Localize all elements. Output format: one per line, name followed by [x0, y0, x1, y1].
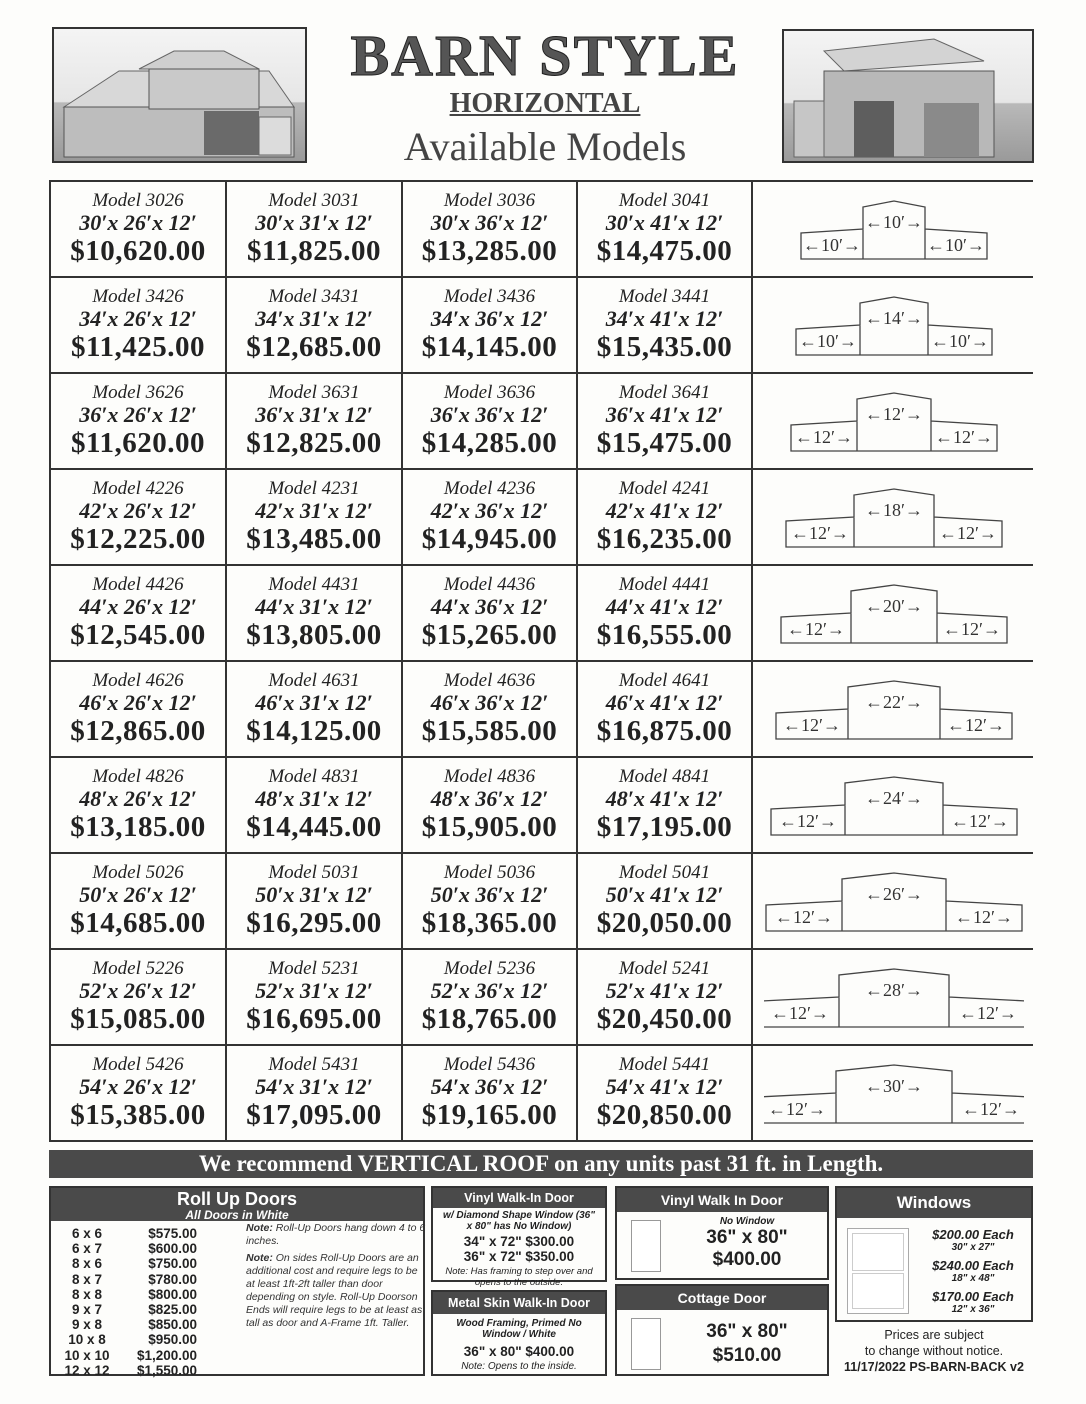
- note1-label: Note:: [246, 1222, 273, 1234]
- right-lean-to-label: ←12′→: [962, 1099, 1020, 1119]
- model-size: 46′x 36′x 12′: [430, 689, 549, 715]
- model-size: 42′x 36′x 12′: [430, 497, 549, 523]
- model-price: $20,450.00: [596, 1002, 733, 1035]
- roll-up-price-row: [57, 1272, 197, 1287]
- model-name: Model 4431: [268, 573, 360, 595]
- model-cell: [227, 182, 401, 276]
- model-cell: [403, 278, 576, 372]
- model-price: $14,125.00: [246, 714, 382, 747]
- center-span-label: ←10′→: [865, 212, 923, 232]
- barn-profile-diagram: [753, 1046, 1035, 1140]
- roll-up-size: 12 x 12: [64, 1362, 110, 1378]
- model-price: $15,085.00: [70, 1002, 206, 1035]
- right-lean-to-label: ←12′→: [943, 619, 1001, 639]
- windows-title: Windows: [837, 1188, 1031, 1218]
- model-price: $17,095.00: [246, 1098, 382, 1131]
- right-lean-to-label: ←12′→: [935, 427, 993, 447]
- vinyl-walk-in-box: [615, 1186, 829, 1280]
- model-name: Model 5231: [268, 957, 360, 979]
- vinyl-walk-in-note: Note: Has framing to step over and opens to the outside.: [445, 1266, 593, 1288]
- roll-up-price-row: [57, 1302, 197, 1317]
- page-subtitle: HORIZONTAL: [449, 88, 641, 119]
- model-price: $15,585.00: [421, 714, 558, 747]
- model-name: Model 5041: [618, 861, 711, 883]
- center-span-label: ←18′→: [865, 500, 923, 520]
- roll-up-price-row: [57, 1332, 197, 1347]
- roll-up-price: $1,550.00: [136, 1362, 197, 1378]
- model-name: Model 4641: [618, 669, 711, 691]
- model-price: $14,945.00: [421, 522, 558, 555]
- roll-up-doors-subtitle: All Doors in White: [185, 1208, 289, 1222]
- model-name: Model 4636: [443, 669, 536, 691]
- metal-skin-walk-in-title: Metal Skin Walk-In Door: [433, 1292, 605, 1314]
- model-price: $18,365.00: [421, 906, 558, 939]
- model-price: $19,165.00: [421, 1098, 558, 1131]
- model-name: Model 3031: [268, 189, 360, 211]
- center-span-label: ←22′→: [865, 692, 923, 712]
- center-span-label: ←30′→: [865, 1076, 923, 1096]
- model-name: Model 5441: [618, 1053, 711, 1075]
- model-size: 50′x 26′x 12′: [79, 881, 197, 907]
- model-size: 46′x 41′x 12′: [605, 689, 724, 715]
- window-price: $200.00 Each: [932, 1227, 1014, 1242]
- barn-profile-diagram: [753, 566, 1035, 660]
- model-size: 52′x 31′x 12′: [255, 977, 373, 1003]
- model-name: Model 4436: [443, 573, 536, 595]
- vinyl-walk-in-title: Vinyl Walk In Door: [617, 1188, 827, 1212]
- right-lean-to-label: ←10′→: [931, 331, 989, 351]
- roll-up-price-row: [57, 1348, 197, 1363]
- model-size: 48′x 26′x 12′: [79, 785, 197, 811]
- roll-up-price: $800.00: [148, 1286, 197, 1302]
- model-cell: [578, 950, 751, 1044]
- left-lean-to-label: ←12′→: [771, 1003, 829, 1023]
- model-price: $20,050.00: [596, 906, 733, 939]
- model-price: $15,435.00: [596, 330, 733, 363]
- center-span-label: ←20′→: [865, 596, 923, 616]
- model-name: Model 4241: [618, 477, 711, 499]
- model-name: Model 3631: [268, 381, 360, 403]
- roll-up-price: $600.00: [148, 1241, 197, 1257]
- model-size: 50′x 36′x 12′: [430, 881, 549, 907]
- model-cell: [51, 662, 225, 756]
- model-name: Model 4231: [268, 477, 360, 499]
- roll-up-price: $750.00: [148, 1256, 197, 1272]
- note2-label: Note:: [246, 1252, 273, 1264]
- center-span-label: ←26′→: [865, 884, 923, 904]
- left-lean-to-label: ←12′→: [791, 523, 849, 543]
- model-name: Model 4626: [92, 669, 184, 691]
- model-cell: [227, 662, 401, 756]
- model-size: 44′x 36′x 12′: [430, 593, 549, 619]
- roll-up-price-row: [57, 1317, 197, 1332]
- model-price: $14,145.00: [421, 330, 558, 363]
- vinyl-walk-in-price: $400.00: [712, 1249, 782, 1270]
- model-cell: [227, 278, 401, 372]
- model-cell: [403, 662, 576, 756]
- model-size: 34′x 36′x 12′: [430, 305, 549, 331]
- page-heading: Available Models: [403, 124, 687, 169]
- window-size: 30" x 27": [951, 1242, 995, 1253]
- model-price: $14,685.00: [70, 906, 206, 939]
- model-size: 48′x 36′x 12′: [430, 785, 549, 811]
- model-cell: [403, 470, 576, 564]
- roll-up-size: 9 x 8: [71, 1317, 103, 1333]
- model-size: 48′x 41′x 12′: [605, 785, 724, 811]
- model-price: $16,875.00: [596, 714, 733, 747]
- barn-profile-diagram: [753, 374, 1035, 468]
- model-name: Model 3041: [618, 189, 711, 211]
- model-size: 36′x 31′x 12′: [255, 401, 373, 427]
- model-size: 44′x 26′x 12′: [79, 593, 197, 619]
- vinyl-walk-in-line1: 34" x 72" $300.00: [463, 1234, 575, 1249]
- model-price: $20,850.00: [596, 1098, 733, 1131]
- model-cell: [403, 374, 576, 468]
- roll-up-price-row: [57, 1256, 197, 1271]
- model-cell: [403, 566, 576, 660]
- vinyl-walk-in-diamond-title: Vinyl Walk-In Door: [433, 1188, 605, 1208]
- model-size: 34′x 31′x 12′: [255, 305, 373, 331]
- model-price: $16,695.00: [246, 1002, 382, 1035]
- barn-profile-diagram: [753, 950, 1035, 1044]
- roll-up-price-list: [57, 1226, 197, 1378]
- footer-line3: 11/17/2022 PS-BARN-BACK v2: [844, 1360, 1024, 1374]
- metal-skin-walk-in-line: 36" x 80" $400.00: [463, 1344, 575, 1359]
- model-cell: [578, 1046, 751, 1140]
- barn-profile-diagram: [753, 182, 1035, 276]
- note2-text: On sides Roll-Up Doors are an additional cost and require legs to be at least 1ft-2ft taller than door depending on style. Roll-Up Doorson Ends will require legs to be at least as tall as door and A-Frame 1ft. Taller.: [246, 1252, 423, 1329]
- model-size: 52′x 26′x 12′: [79, 977, 197, 1003]
- model-cell: [578, 182, 751, 276]
- model-name: Model 3431: [268, 285, 360, 307]
- metal-skin-walk-in-sub: Wood Framing, Primed No Window / White: [456, 1318, 582, 1340]
- model-cell: [403, 854, 576, 948]
- model-price: $18,765.00: [421, 1002, 558, 1035]
- footer-line2: to change without notice.: [864, 1344, 1004, 1358]
- barn-photo-left: [52, 27, 307, 163]
- model-cell: [227, 566, 401, 660]
- model-name: Model 5026: [92, 861, 184, 883]
- model-size: 52′x 41′x 12′: [605, 977, 724, 1003]
- center-span-label: ←14′→: [865, 308, 923, 328]
- roll-up-price: $780.00: [148, 1271, 197, 1287]
- right-lean-to-label: ←12′→: [959, 1003, 1017, 1023]
- model-price: $15,475.00: [596, 426, 733, 459]
- model-size: 30′x 36′x 12′: [430, 209, 549, 235]
- model-cell: [51, 278, 225, 372]
- model-size: 30′x 31′x 12′: [255, 209, 373, 235]
- roll-up-price: $1,200.00: [136, 1347, 197, 1363]
- model-size: 34′x 26′x 12′: [79, 305, 197, 331]
- cottage-door-title: Cottage Door: [617, 1286, 827, 1310]
- model-name: Model 3641: [618, 381, 711, 403]
- model-size: 36′x 36′x 12′: [430, 401, 549, 427]
- model-cell: [227, 854, 401, 948]
- model-price: $13,485.00: [246, 522, 382, 555]
- footer: [835, 1327, 1033, 1375]
- model-price: $11,825.00: [247, 234, 381, 267]
- model-cell: [227, 950, 401, 1044]
- model-cell: [578, 278, 751, 372]
- roll-up-size: 8 x 8: [71, 1286, 103, 1302]
- model-price: $11,425.00: [71, 330, 205, 363]
- footer-line1: Prices are subject: [884, 1328, 984, 1342]
- roll-up-size: 9 x 7: [71, 1302, 103, 1318]
- model-price: $12,225.00: [70, 522, 206, 555]
- model-name: Model 4831: [268, 765, 360, 787]
- model-cell: [578, 566, 751, 660]
- note1-text: Roll-Up Doors hang down 4 to 6 inches.: [246, 1222, 426, 1247]
- roll-up-price: $825.00: [148, 1302, 197, 1318]
- model-name: Model 3426: [92, 285, 184, 307]
- model-price: $16,555.00: [596, 618, 733, 651]
- model-price: $17,195.00: [596, 810, 733, 843]
- model-size: 54′x 31′x 12′: [255, 1073, 373, 1099]
- right-lean-to-label: ←12′→: [947, 715, 1005, 735]
- model-price: $14,445.00: [246, 810, 382, 843]
- model-size: 50′x 41′x 12′: [605, 881, 724, 907]
- model-size: 44′x 41′x 12′: [605, 593, 724, 619]
- model-cell: [578, 470, 751, 564]
- roll-up-price-row: [57, 1241, 197, 1256]
- metal-skin-walk-in-box: [431, 1290, 607, 1376]
- model-name: Model 4836: [443, 765, 536, 787]
- model-price: $16,295.00: [246, 906, 382, 939]
- cottage-door-image: [631, 1318, 661, 1370]
- roll-up-price: $575.00: [148, 1226, 197, 1241]
- metal-skin-walk-in-note: Note: Opens to the inside.: [461, 1361, 577, 1372]
- model-price: $15,905.00: [421, 810, 558, 843]
- window-image: [847, 1228, 909, 1314]
- model-name: Model 5241: [618, 957, 711, 979]
- cottage-door-size: 36" x 80": [706, 1321, 788, 1342]
- model-name: Model 4826: [92, 765, 184, 787]
- model-name: Model 4841: [618, 765, 711, 787]
- model-size: 34′x 41′x 12′: [605, 305, 724, 331]
- model-size: 42′x 26′x 12′: [79, 497, 197, 523]
- model-size: 48′x 31′x 12′: [255, 785, 373, 811]
- model-price: $14,285.00: [421, 426, 558, 459]
- model-cell: [51, 374, 225, 468]
- window-size: 12" x 36": [951, 1304, 995, 1315]
- vinyl-walk-in-sub: No Window: [719, 1216, 775, 1227]
- model-price: $15,385.00: [70, 1098, 206, 1131]
- roll-up-price-row: [57, 1226, 197, 1241]
- model-price: $13,805.00: [246, 618, 382, 651]
- roll-up-size: 8 x 7: [71, 1271, 103, 1287]
- model-size: 50′x 31′x 12′: [255, 881, 373, 907]
- models-grid: [49, 180, 1033, 1142]
- model-cell: [227, 758, 401, 852]
- barn-profile-diagram: [753, 758, 1035, 852]
- model-cell: [51, 566, 225, 660]
- model-size: 44′x 31′x 12′: [255, 593, 373, 619]
- model-cell: [51, 470, 225, 564]
- left-lean-to-label: ←10′→: [799, 331, 857, 351]
- model-size: 54′x 36′x 12′: [430, 1073, 549, 1099]
- model-cell: [51, 182, 225, 276]
- model-name: Model 4236: [443, 477, 536, 499]
- left-lean-to-label: ←12′→: [783, 715, 841, 735]
- vinyl-walk-in-line2: 36" x 72" $350.00: [463, 1249, 575, 1264]
- model-price: $11,620.00: [71, 426, 205, 459]
- model-size: 46′x 31′x 12′: [255, 689, 373, 715]
- model-name: Model 5426: [92, 1053, 184, 1075]
- vinyl-walk-in-size: 36" x 80": [706, 1227, 788, 1248]
- roll-up-size: 8 x 6: [71, 1256, 103, 1272]
- model-cell: [51, 758, 225, 852]
- model-name: Model 3436: [443, 285, 536, 307]
- model-price: $10,620.00: [70, 234, 206, 267]
- barn-profile-diagram: [753, 854, 1035, 948]
- model-cell: [578, 374, 751, 468]
- right-lean-to-label: ←12′→: [951, 811, 1009, 831]
- roll-up-doors-box: [49, 1186, 425, 1376]
- center-span-label: ←28′→: [865, 980, 923, 1000]
- model-cell: [227, 1046, 401, 1140]
- window-price: $170.00 Each: [932, 1289, 1014, 1304]
- model-cell: [403, 1046, 576, 1140]
- model-price: $14,475.00: [596, 234, 733, 267]
- model-price: $13,185.00: [70, 810, 206, 843]
- center-span-label: ←12′→: [865, 404, 923, 424]
- model-name: Model 4441: [618, 573, 711, 595]
- roll-up-size: 10 x 8: [68, 1332, 106, 1348]
- roll-up-size: 6 x 7: [71, 1241, 103, 1257]
- model-name: Model 5436: [443, 1053, 536, 1075]
- roll-up-doors-header: [51, 1188, 423, 1221]
- roll-up-size: 6 x 6: [71, 1226, 103, 1241]
- model-cell: [403, 182, 576, 276]
- left-lean-to-label: ←12′→: [768, 1099, 826, 1119]
- barn-profile-diagram: [753, 278, 1035, 372]
- model-cell: [578, 758, 751, 852]
- center-span-label: ←24′→: [865, 788, 923, 808]
- model-name: Model 5236: [443, 957, 536, 979]
- model-name: Model 4426: [92, 573, 184, 595]
- windows-box: [835, 1186, 1033, 1322]
- model-name: Model 3036: [443, 189, 536, 211]
- model-size: 30′x 41′x 12′: [605, 209, 724, 235]
- roll-up-price: $850.00: [148, 1317, 197, 1333]
- model-price: $13,285.00: [421, 234, 558, 267]
- barn-photo-right: [782, 29, 1034, 163]
- model-cell: [227, 374, 401, 468]
- right-lean-to-label: ←12′→: [955, 907, 1013, 927]
- vinyl-walk-in-diamond-box: [431, 1186, 607, 1288]
- model-size: 42′x 31′x 12′: [255, 497, 373, 523]
- cottage-door-box: [615, 1284, 829, 1376]
- model-price: $15,265.00: [421, 618, 558, 651]
- vertical-roof-banner: We recommend VERTICAL ROOF on any units past 31 ft. in Length.: [49, 1150, 1033, 1178]
- model-price: $12,825.00: [246, 426, 382, 459]
- roll-up-notes: [246, 1222, 426, 1330]
- model-name: Model 3636: [443, 381, 536, 403]
- right-lean-to-label: ←12′→: [939, 523, 997, 543]
- model-cell: [403, 758, 576, 852]
- roll-up-price-row: [57, 1287, 197, 1302]
- model-size: 42′x 41′x 12′: [605, 497, 724, 523]
- model-size: 54′x 26′x 12′: [79, 1073, 197, 1099]
- windows-price-list: [917, 1228, 1029, 1315]
- roll-up-doors-title: Roll Up Doors: [177, 1189, 297, 1209]
- model-cell: [578, 662, 751, 756]
- model-price: $12,865.00: [70, 714, 206, 747]
- right-lean-to-label: ←10′→: [927, 235, 985, 255]
- model-cell: [51, 950, 225, 1044]
- model-name: Model 5226: [92, 957, 184, 979]
- vinyl-walk-in-diamond-sub: w/ Diamond Shape Window (36" x 80" has No Window): [443, 1210, 595, 1232]
- model-cell: [578, 854, 751, 948]
- model-price: $12,685.00: [246, 330, 382, 363]
- model-size: 54′x 41′x 12′: [605, 1073, 724, 1099]
- model-cell: [51, 1046, 225, 1140]
- model-price: $16,235.00: [596, 522, 733, 555]
- model-size: 46′x 26′x 12′: [79, 689, 197, 715]
- model-size: 36′x 26′x 12′: [79, 401, 197, 427]
- barn-profile-diagram: [753, 470, 1035, 564]
- model-name: Model 3026: [92, 189, 184, 211]
- window-size: 18" x 48": [951, 1273, 995, 1284]
- left-lean-to-label: ←10′→: [803, 235, 861, 255]
- model-name: Model 4226: [92, 477, 184, 499]
- model-size: 30′x 26′x 12′: [79, 209, 197, 235]
- model-name: Model 5431: [268, 1053, 360, 1075]
- page-title: BARN STYLE: [350, 23, 740, 88]
- left-lean-to-label: ←12′→: [775, 907, 833, 927]
- model-size: 36′x 41′x 12′: [605, 401, 724, 427]
- roll-up-size: 10 x 10: [64, 1347, 110, 1363]
- model-cell: [51, 854, 225, 948]
- left-lean-to-label: ←12′→: [795, 427, 853, 447]
- model-name: Model 4631: [268, 669, 360, 691]
- cottage-door-price: $510.00: [712, 1345, 782, 1366]
- model-cell: [403, 950, 576, 1044]
- left-lean-to-label: ←12′→: [787, 619, 845, 639]
- model-price: $12,545.00: [70, 618, 206, 651]
- model-name: Model 5031: [268, 861, 360, 883]
- vinyl-door-image: [631, 1220, 661, 1272]
- roll-up-price-row: [57, 1363, 197, 1378]
- left-lean-to-label: ←12′→: [779, 811, 837, 831]
- barn-profile-diagram: [753, 662, 1035, 756]
- model-size: 52′x 36′x 12′: [430, 977, 549, 1003]
- model-name: Model 5036: [443, 861, 536, 883]
- window-price: $240.00 Each: [932, 1258, 1014, 1273]
- model-cell: [227, 470, 401, 564]
- model-name: Model 3441: [618, 285, 711, 307]
- roll-up-price: $950.00: [148, 1332, 197, 1348]
- model-name: Model 3626: [92, 381, 184, 403]
